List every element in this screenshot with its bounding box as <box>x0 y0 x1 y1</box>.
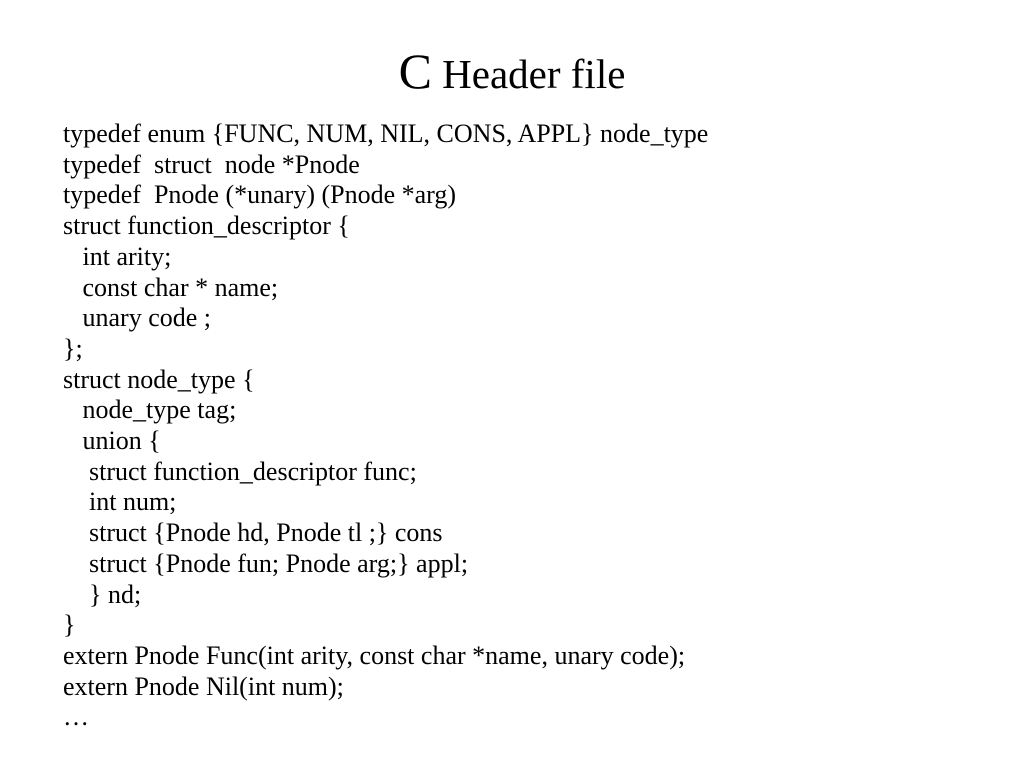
code-line: struct function_descriptor func; <box>63 456 417 486</box>
code-line: union { <box>63 426 161 456</box>
code-block <box>63 119 1004 733</box>
code-line: int num; <box>63 487 177 517</box>
code-line: typedef struct node *Pnode <box>63 149 360 179</box>
code-line: struct node_type { <box>63 364 255 394</box>
code-line: const char * name; <box>63 272 279 302</box>
code-line: struct function_descriptor { <box>63 211 350 241</box>
code-line: struct {Pnode hd, Pnode tl ;} cons <box>63 518 443 548</box>
code-line: node_type tag; <box>63 395 237 425</box>
code-line: … <box>63 702 89 732</box>
code-line: typedef enum {FUNC, NUM, NIL, CONS, APPL} node_type <box>63 119 709 148</box>
code-line: }; <box>63 333 83 363</box>
code-line: } nd; <box>63 579 142 609</box>
slide-title <box>0 43 1024 99</box>
code-line: struct {Pnode fun; Pnode arg;} appl; <box>63 548 469 578</box>
code-line: extern Pnode Func(int arity, const char *name, unary code); <box>63 640 686 670</box>
code-line: int arity; <box>63 241 172 271</box>
slide-title-initial: C <box>398 43 432 99</box>
code-line: typedef Pnode (*unary) (Pnode *arg) <box>63 180 457 210</box>
code-line: unary code ; <box>63 303 212 333</box>
code-line: } <box>63 610 76 640</box>
code-line: extern Pnode Nil(int num); <box>63 671 344 701</box>
slide-title-rest: Header file <box>431 51 626 97</box>
